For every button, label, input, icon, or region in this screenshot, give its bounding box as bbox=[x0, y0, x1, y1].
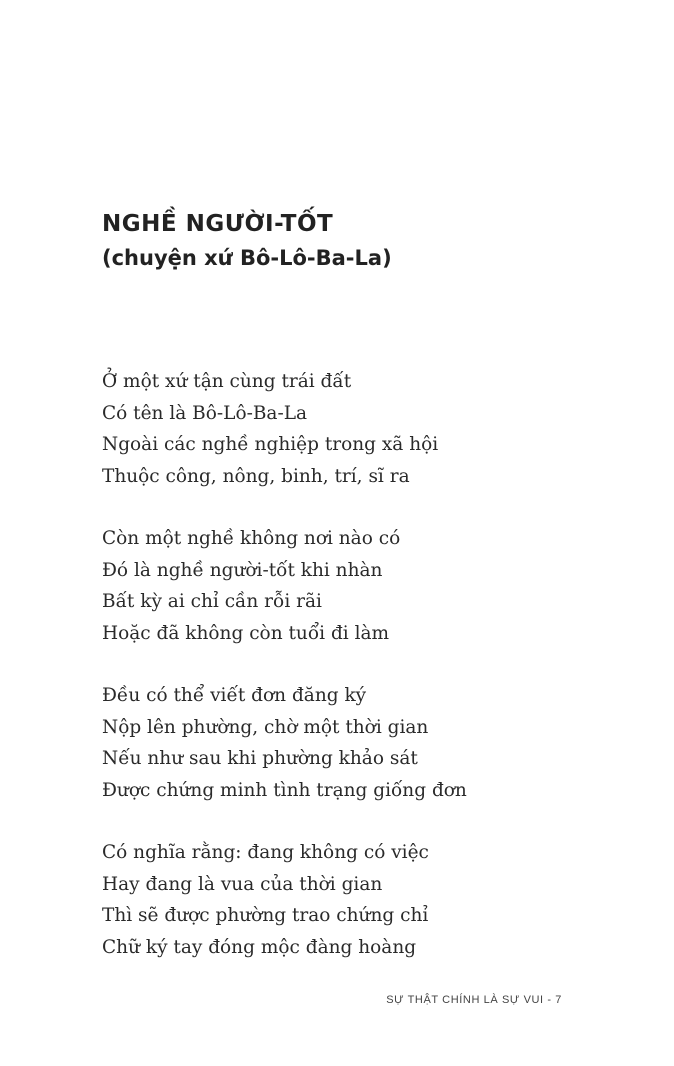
stanza bbox=[102, 366, 467, 492]
poem-line: Ở một xứ tận cùng trái đất bbox=[102, 371, 352, 392]
page-footer: SỰ THẬT CHÍNH LÀ SỰ VUI - 7 bbox=[386, 994, 562, 1006]
poem-line: Nộp lên phường, chờ một thời gian bbox=[102, 716, 429, 738]
poem-line: Đó là nghề người-tốt khi nhàn bbox=[102, 559, 383, 581]
stanza bbox=[102, 837, 467, 963]
poem-line: Còn một nghề không nơi nào có bbox=[102, 528, 401, 549]
poem-line: Chữ ký tay đóng mộc đàng hoàng bbox=[102, 936, 417, 958]
poem-line: Đều có thể viết đơn đăng ký bbox=[102, 685, 367, 706]
poem-line: Hoặc đã không còn tuổi đi làm bbox=[102, 622, 390, 644]
poem-line: Ngoài các nghề nghiệp trong xã hội bbox=[102, 434, 439, 455]
poem-line: Có nghĩa rằng: đang không có việc bbox=[102, 842, 429, 863]
poem-subtitle: (chuyện xứ Bô-Lô-Ba-La) bbox=[102, 246, 392, 270]
stanza bbox=[102, 523, 467, 649]
poem-line: Được chứng minh tình trạng giống đơn bbox=[102, 779, 467, 801]
poem-line: Thì sẽ được phường trao chứng chỉ bbox=[102, 905, 429, 926]
stanza bbox=[102, 680, 467, 806]
title-block bbox=[102, 206, 392, 274]
poem-body bbox=[102, 366, 467, 994]
poem-line: Bất kỳ ai chỉ cần rỗi rãi bbox=[102, 591, 322, 612]
poem-line: Hay đang là vua của thời gian bbox=[102, 873, 383, 895]
poem-line: Nếu như sau khi phường khảo sát bbox=[102, 748, 418, 769]
poem-line: Có tên là Bô-Lô-Ba-La bbox=[102, 402, 308, 424]
poem-line: Thuộc công, nông, binh, trí, sĩ ra bbox=[102, 465, 410, 487]
poem-title: NGHỀ NGƯỜI-TỐT bbox=[102, 211, 334, 237]
